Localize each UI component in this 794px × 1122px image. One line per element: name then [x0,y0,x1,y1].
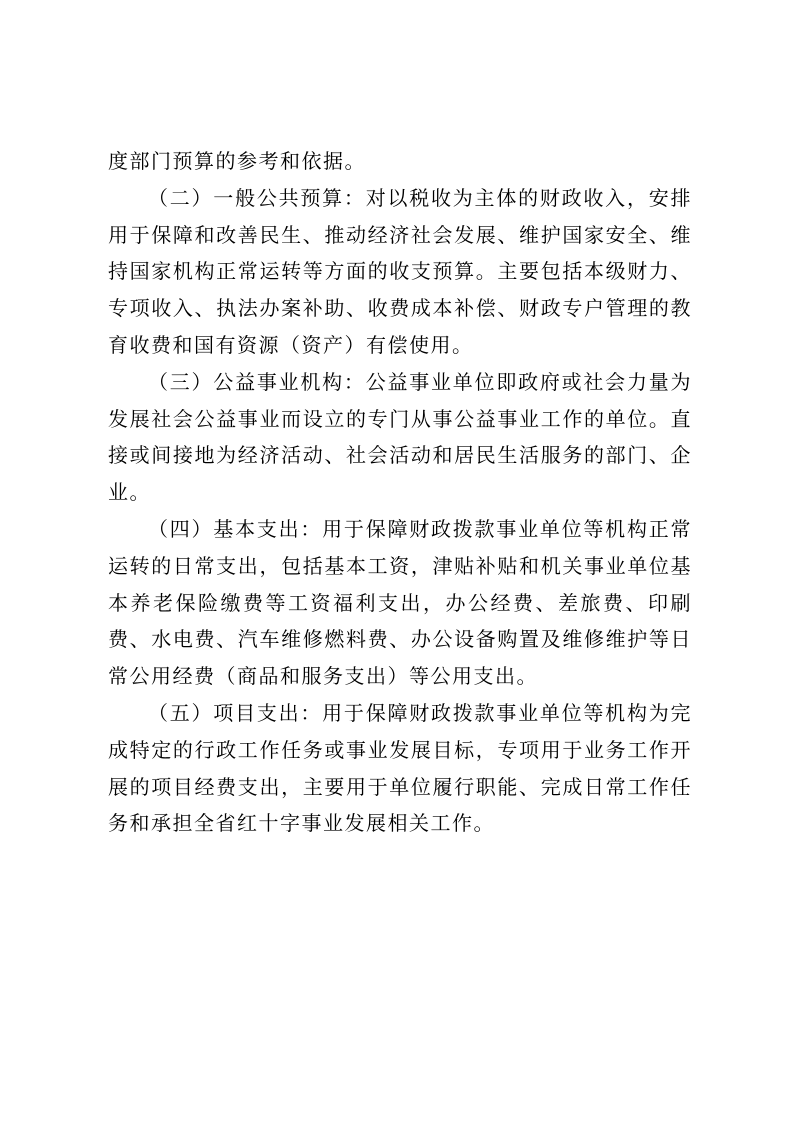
paragraph-continuation: 度部门预算的参考和依据。 [108,149,366,173]
paragraph-general-public-budget: （二）一般公共预算：对以税收为主体的财政收入，安排用于保障和改善民生、推动经济社会发展、维护国家安全、维持国家机构正常运转等方面的收支预算。主要包括本级财力、专项收入、执法办案补助、收费成本补偿、财政专户管理的教育收费和国有资源（资产）有偿使用。 [108,185,692,357]
paragraph-public-welfare-institution: （三）公益事业机构：公益事业单位即政府或社会力量为发展社会公益事业而设立的专门从事公益事业工作的单位。直接或间接地为经济活动、社会活动和居民生活服务的部门、企业。 [108,369,692,505]
paragraph-project-expenditure: （五）项目支出：用于保障财政拨款事业单位等机构为完成特定的行政工作任务或事业发展目标，专项用于业务工作开展的项目经费支出，主要用于单位履行职能、完成日常工作任务和承担全省红十字事业发展相关工作。 [108,700,692,836]
paragraph-basic-expenditure: （四）基本支出：用于保障财政拨款事业单位等机构正常运转的日常支出，包括基本工资，津贴补贴和机关事业单位基本养老保险缴费等工资福利支出，办公经费、差旅费、印刷费、水电费、汽车维修燃料费、办公设备购置及维修维护等日常公用经费（商品和服务支出）等公用支出。 [108,516,692,689]
document-body [108,143,692,842]
